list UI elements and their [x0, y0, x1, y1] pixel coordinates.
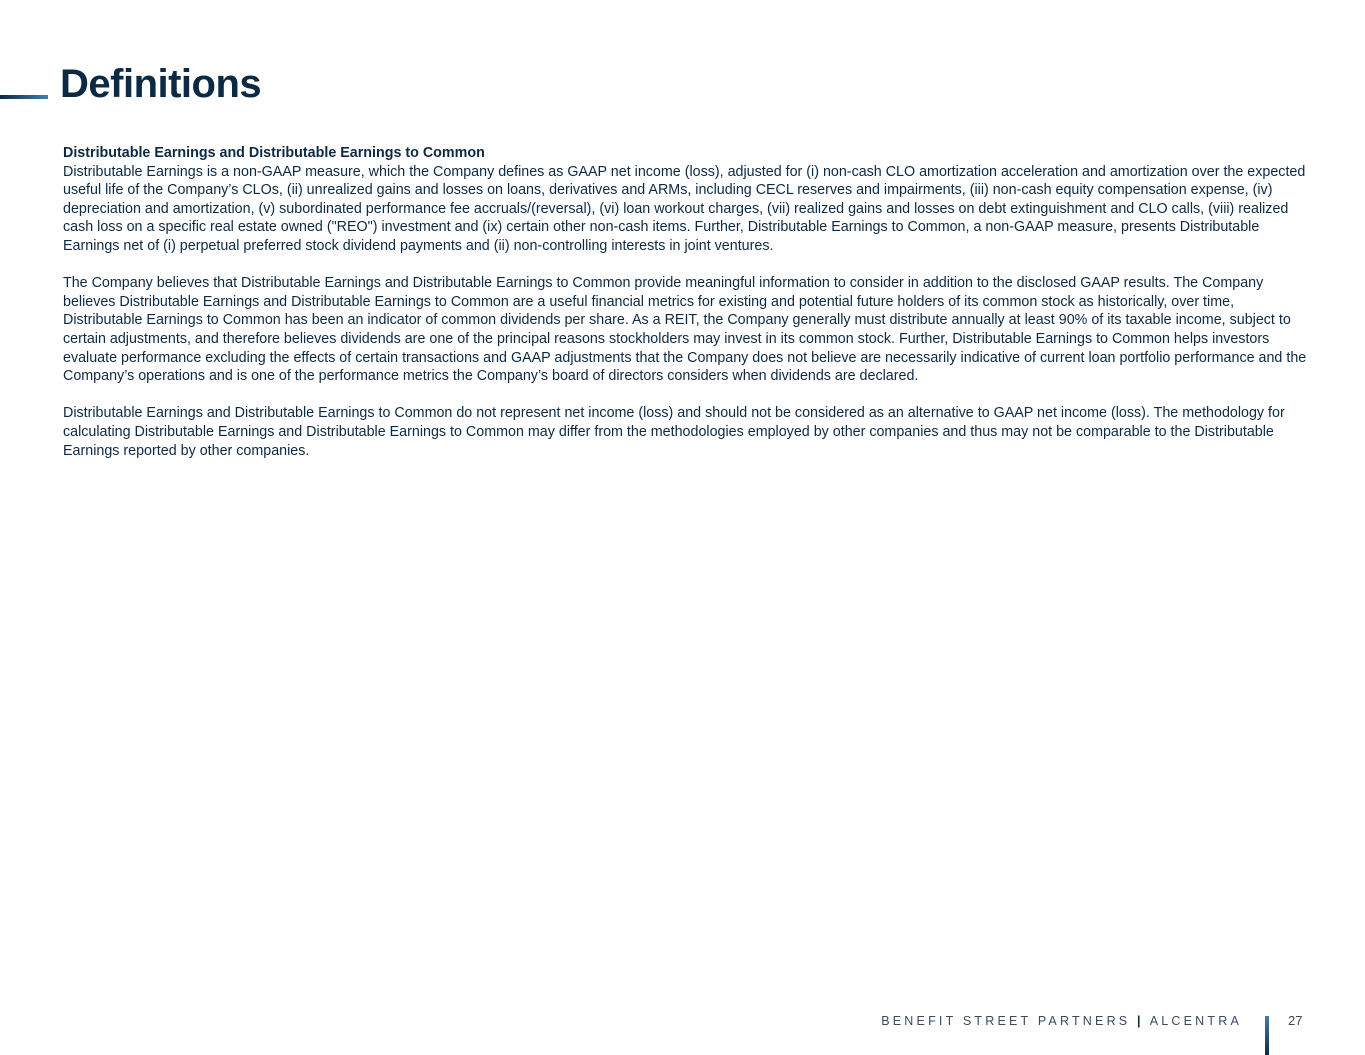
section-heading: Distributable Earnings and Distributable Earnings to Common [63, 145, 485, 161]
paragraph-disclaimer: Distributable Earnings and Distributable Earnings to Common do not represent net income (loss) and should not be considered as an alternative to GAAP net income (loss). The methodology for calculating Distributable Earnings and Distributable Earnings to Common may differ from the methodologies employed by other companies and thus may not be comparable to the Distributable Earnings reported by other companies. [63, 405, 1285, 459]
brand-alcentra: ALCENTRA [1149, 1014, 1242, 1028]
paragraph-definition: Distributable Earnings is a non-GAAP measure, which the Company defines as GAAP net income (loss), adjusted for (i) non-cash CLO amortization acceleration and amortization over the expected useful life of the Company’s CLOs, (ii) unrealized gains and losses on loans, derivatives and ARMs, including CECL reserves and impairments, (iii) non-cash equity compensation expense, (iv) depreciation and amortization, (v) subordinated performance fee accruals/(reversal), (vi) loan workout charges, (vii) realized gains and losses on debt extinguishment and CLO calls, (viii) realized cash loss on a specific real estate owned ("REO") investment and (ix) certain other non-cash items. Further, Distributable Earnings to Common, a non-GAAP measure, presents Distributable Earnings net of (i) perpetual preferred stock dividend payments and (ii) non-controlling interests in joint ventures. [63, 163, 1306, 254]
footer-accent-bar [1265, 1016, 1269, 1055]
paragraph-rationale: The Company believes that Distributable Earnings and Distributable Earnings to Common provide meaningful information to consider in addition to the disclosed GAAP results. The Company believes Distributable Earnings and Distributable Earnings to Common are a useful financial metrics for existing and potential future holders of its common stock as historically, over time, Distributable Earnings to Common has been an indicator of common dividends per share. As a REIT, the Company generally must distribute annually at least 90% of its taxable income, subject to certain adjustments, and therefore believes dividends are one of the principal reasons stockholders may invest in its common stock. Further, Distributable Earnings to Common helps investors evaluate performance excluding the effects of certain transactions and GAAP adjustments that the Company does not believe are necessarily indicative of current loan portfolio performance and the Company’s operations and is one of the performance metrics the Company’s board of directors considers when dividends are declared. [63, 275, 1307, 385]
footer-brand [881, 1014, 1242, 1028]
title-accent-bar [0, 95, 48, 99]
definitions-body [63, 144, 1308, 479]
page-number: 27 [1288, 1013, 1303, 1028]
page-title: Definitions [60, 62, 262, 106]
brand-benefit-street-partners: BENEFIT STREET PARTNERS [881, 1014, 1131, 1028]
brand-separator: | [1137, 1014, 1144, 1028]
